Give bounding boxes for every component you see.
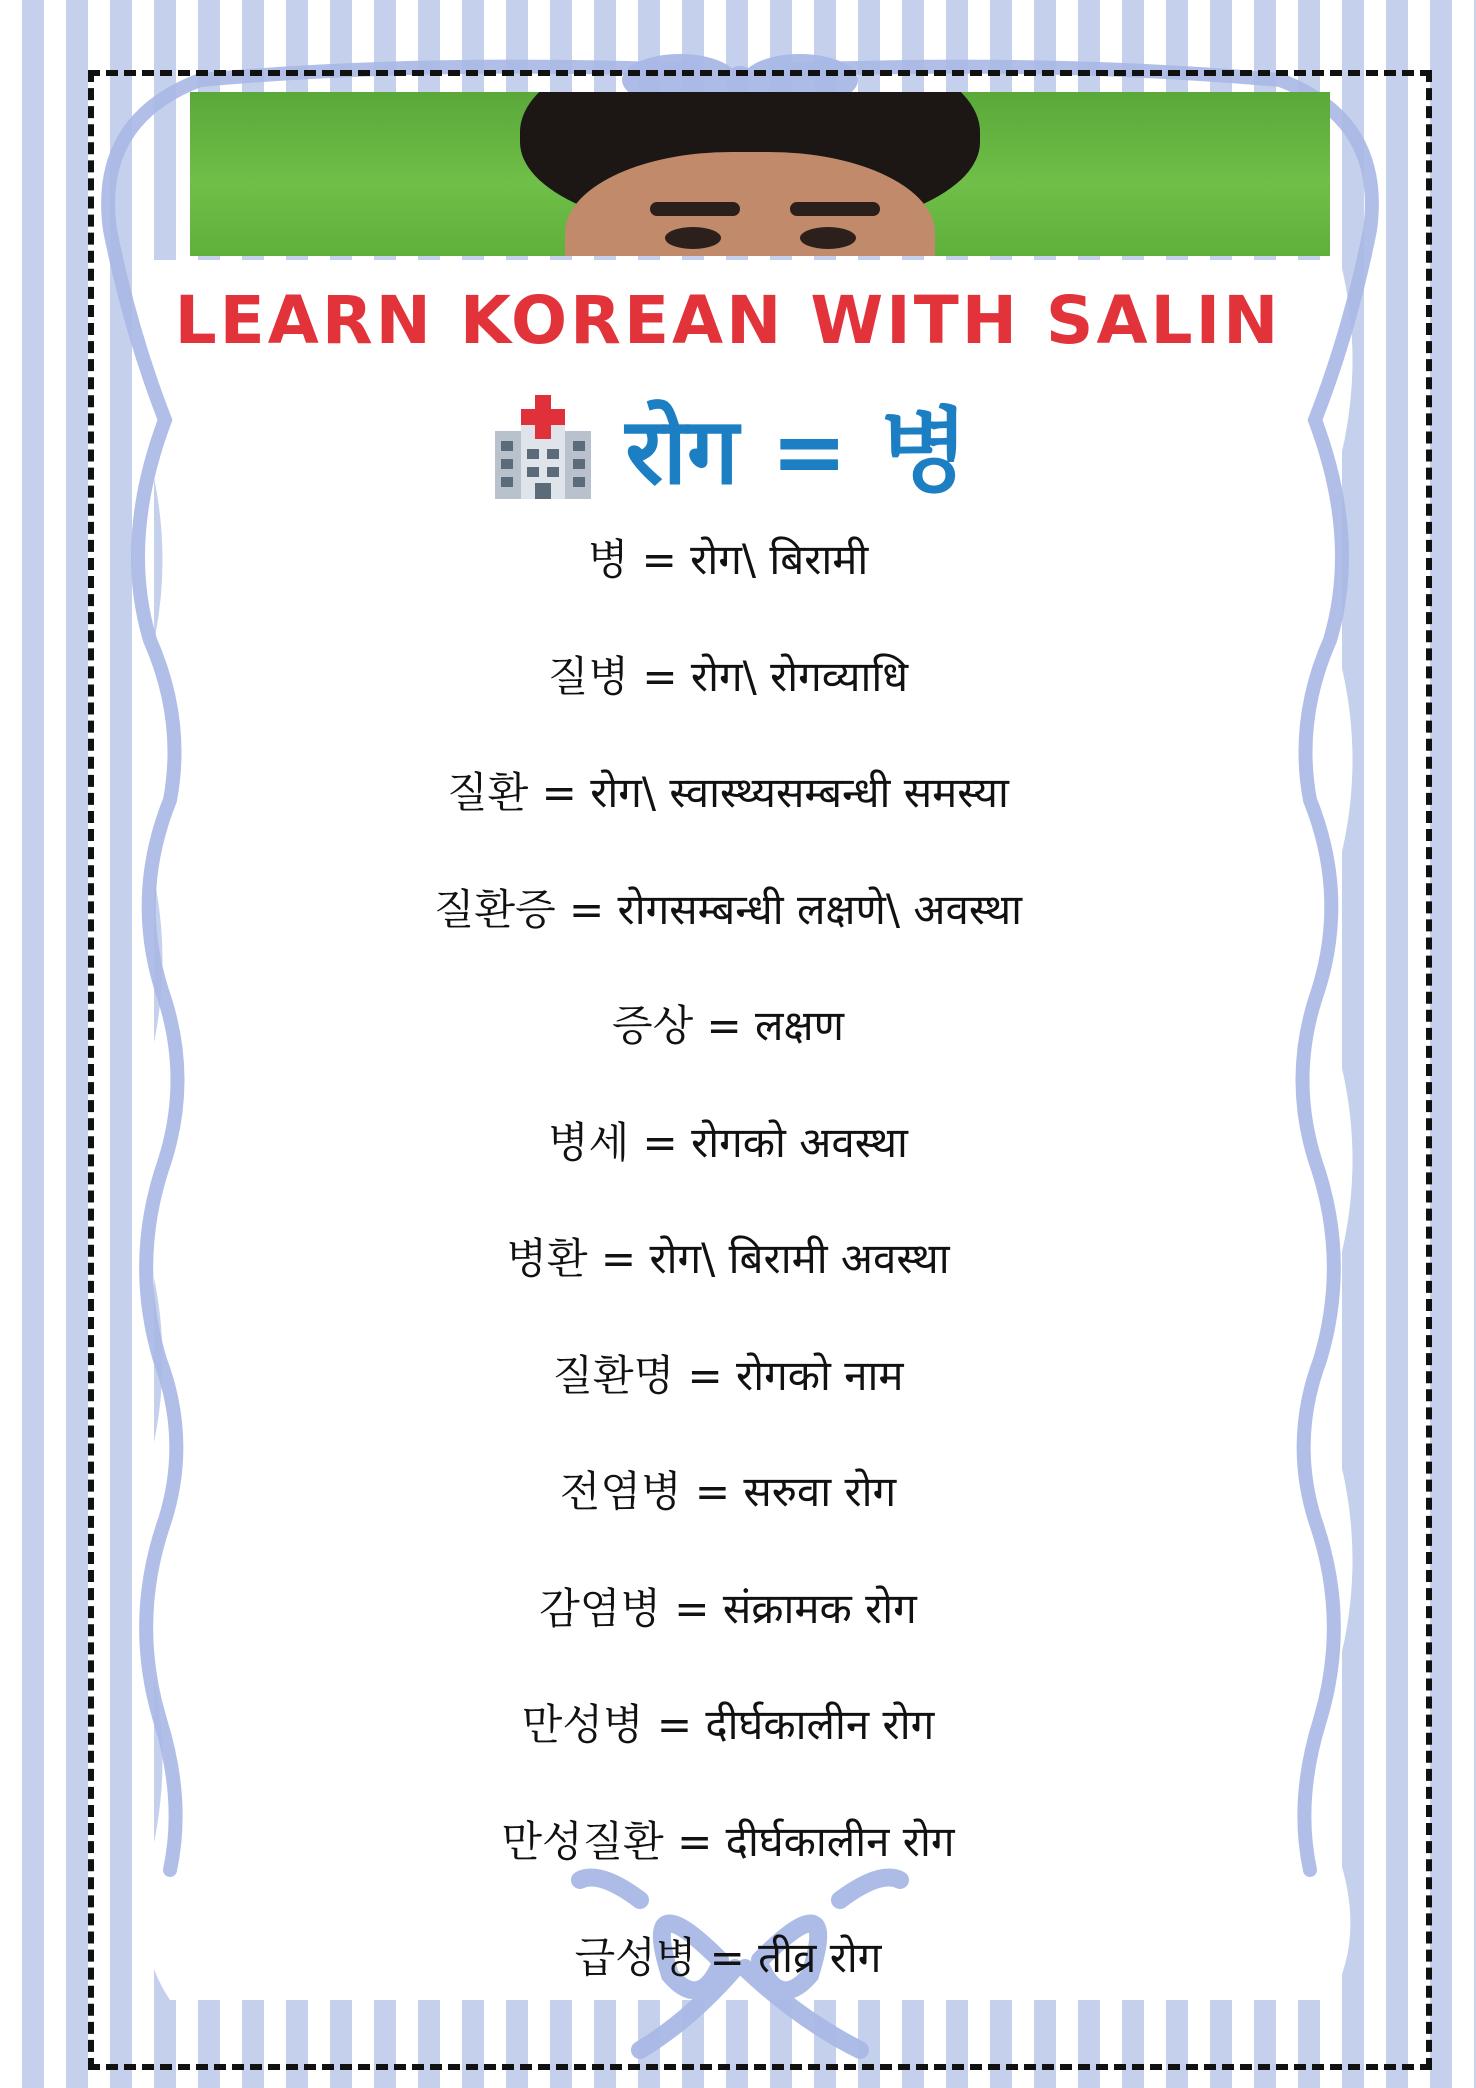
hospital-icon [487, 391, 599, 525]
topic-title-text: रोग = 병 [625, 398, 969, 505]
photo-brow-left [650, 202, 740, 216]
page-title: LEARN KOREAN WITH SALIN [174, 282, 1282, 359]
photo-brow-right [790, 202, 880, 216]
header-photo [190, 92, 1330, 256]
list-item: 질환증 = रोगसम्बन्धी लक्षणे\ अवस्था [433, 884, 1023, 934]
list-item: 만성질환 = दीर्घकालीन रोग [501, 1816, 955, 1866]
list-item: 병환 = रोग\ बिरामी अवस्था [506, 1234, 950, 1283]
vocab-list [90, 520, 1366, 2035]
list-item: 만성병 = दीर्घकालीन रोग [521, 1700, 935, 1749]
list-item: 감염병 = संक्रामक रोग [539, 1583, 917, 1633]
list-item: 질환명 = रोगको नाम [552, 1350, 904, 1400]
list-item: 급성병 = तीव्र रोग [574, 1933, 882, 1982]
list-item: 병세 = रोगको अवस्था [548, 1117, 908, 1167]
photo-eye-left [665, 227, 721, 249]
list-item: 증상 = लक्षण [612, 1001, 844, 1050]
list-item: 전염병 = सरुवा रोग [559, 1467, 897, 1516]
list-item: 질환 = रोग\ स्वास्थ्यसम्बन्धी समस्या [447, 768, 1009, 817]
topic-title [90, 378, 1366, 525]
list-item: 병 = रोग\ बिरामी [587, 535, 869, 584]
list-item: 질병 = रोग\ रोगव्याधि [547, 651, 909, 701]
photo-eye-right [800, 227, 856, 249]
